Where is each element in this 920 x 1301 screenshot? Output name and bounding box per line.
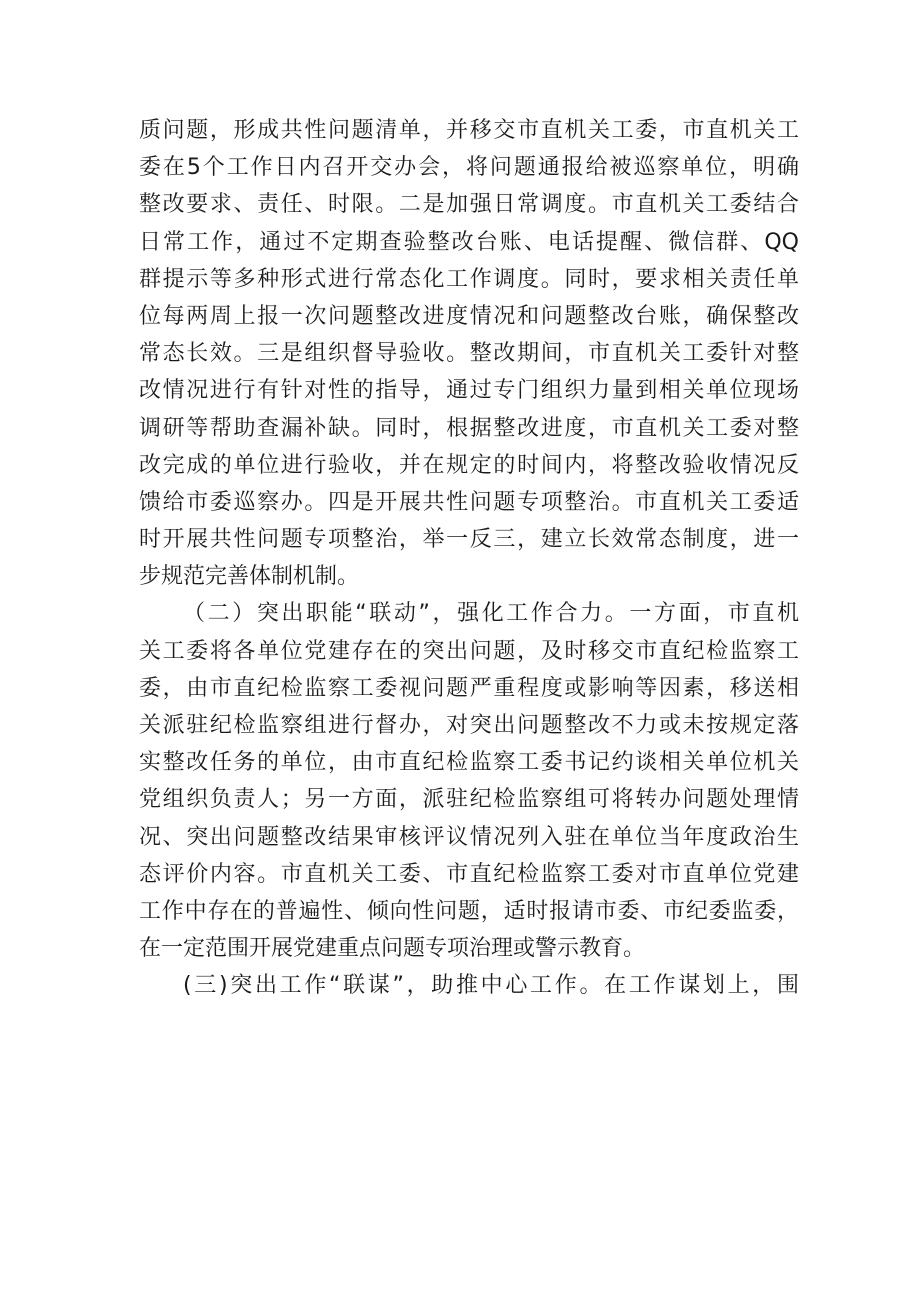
body-line: 整改要求、责任、时限。二是加强日常调度。市直机关工委结合 (139, 192, 799, 218)
body-line: 位每两周上报一次问题整改进度情况和问题整改台账，确保整改 (139, 303, 799, 329)
body-line: 态评价内容。市直机关工委、市直纪检监察工委对市直单位党建 (139, 861, 799, 887)
body-line: 改情况进行有针对性的指导，通过专门组织力量到相关单位现场 (139, 378, 799, 404)
body-line: 委在5个工作日内召开交办会，将问题通报给被巡察单位，明确 (139, 155, 799, 181)
document-body (139, 112, 799, 1005)
body-line: 馈给市委巡察办。四是开展共性问题专项整治。市直机关工委适 (139, 489, 799, 515)
body-line: 时开展共性问题专项整治，举一反三，建立长效常态制度，进一 (139, 527, 799, 553)
body-line: 日常工作，通过不定期查验整改台账、电话提醒、微信群、QQ (139, 229, 799, 255)
body-line: 实整改任务的单位，由市直纪检监察工委书记约谈相关单位机关 (139, 750, 799, 776)
body-line: 工作中存在的普遍性、倾向性问题，适时报请市委、市纪委监委， (139, 898, 799, 924)
body-line: 关派驻纪检监察组进行督办，对突出问题整改不力或未按规定落 (139, 713, 799, 738)
body-line: 党组织负责人；另一方面，派驻纪检监察组可将转办问题处理情 (139, 787, 799, 813)
body-line: 步规范完善体制机制。 (139, 564, 360, 590)
body-line: 在一定范围开展党建重点问题专项治理或警示教育。 (139, 936, 646, 962)
section-heading-line: (三)突出工作“联谋”，助推中心工作。在工作谋划上，围 (183, 973, 799, 999)
body-line: 况、突出问题整改结果审核评议情况列入驻在单位当年度政治生 (139, 824, 799, 850)
body-line: 改完成的单位进行验收，并在规定的时间内，将整改验收情况反 (139, 452, 799, 478)
body-line: 常态长效。三是组织督导验收。整改期间，市直机关工委针对整 (139, 341, 799, 367)
body-line: 质问题，形成共性问题清单，并移交市直机关工委，市直机关工 (139, 118, 799, 143)
body-line: 委，由市直纪检监察工委视问题严重程度或影响等因素，移送相 (139, 675, 799, 701)
body-line: 调研等帮助查漏补缺。同时，根据整改进度，市直机关工委对整 (139, 415, 799, 441)
body-line: 群提示等多种形式进行常态化工作调度。同时，要求相关责任单 (139, 266, 799, 292)
body-line: 关工委将各单位党建存在的突出问题，及时移交市直纪检监察工 (139, 638, 799, 664)
section-heading-line: （二）突出职能“联动”，强化工作合力。一方面，市直机 (183, 601, 799, 627)
